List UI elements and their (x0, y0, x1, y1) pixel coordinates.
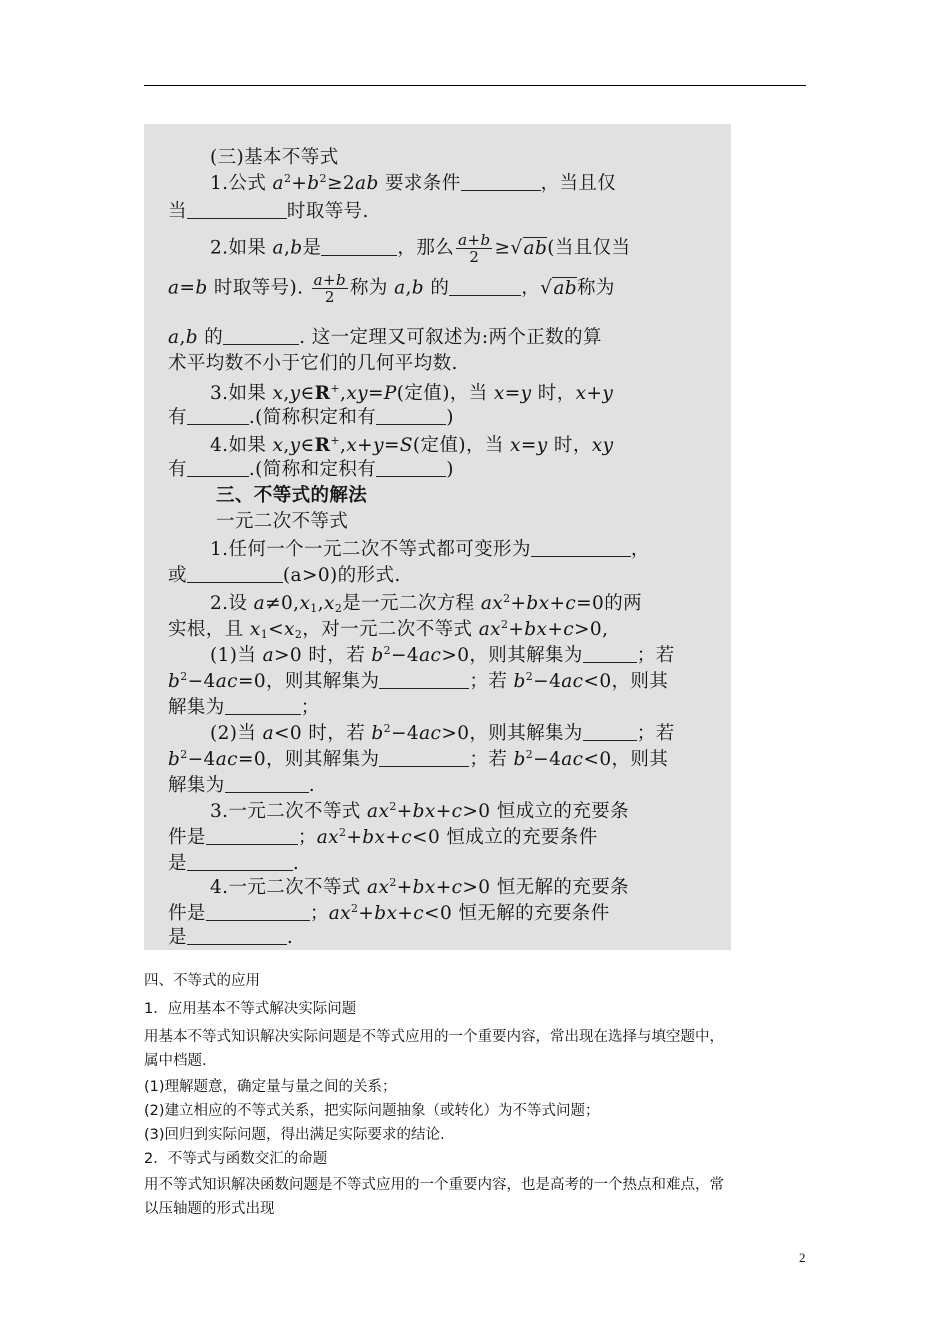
scan-line: $b^2-4ac=0$，则其解集为 ；若 $b^2-4ac<0$，则其 (168, 748, 669, 770)
scan-line: 实根，且 $x_1<x_2$，对一元二次不等式 $ax^2+bx+c>0$, (168, 618, 609, 641)
page-number: 2 (799, 1250, 806, 1265)
scan-line: (1)当 a>0 时，若 $b^2-4ac>0$，则其解集为 ；若 (210, 644, 675, 666)
scan-subheading: 一元二次不等式 (216, 511, 349, 532)
paragraph-line: 属中档题. (144, 1053, 207, 1069)
scan-line: (2)当 a<0 时，若 $b^2-4ac>0$，则其解集为 ；若 (210, 722, 675, 744)
scan-line: 或 (a>0)的形式. (168, 565, 401, 586)
scan-line: 有 .(简称和定积有 ) (168, 459, 454, 480)
scan-line: 1.公式 $a^2+b^2\ge 2ab$ 要求条件 ，当且仅 (210, 172, 617, 194)
scan-line: 3.一元二次不等式 $ax^2+bx+c>0$ 恒成立的充要条 (210, 800, 630, 822)
scan-line: 2.如果 a,b是 ，那么 $\frac{a+b}{2}$ ≥√ab(当且仅当 (210, 231, 631, 266)
subsection-heading: 2．不等式与函数交汇的命题 (144, 1151, 328, 1167)
subsection-heading: 1．应用基本不等式解决实际问题 (144, 1001, 357, 1017)
scan-line: 当 时取等号. (168, 201, 369, 222)
scan-line: 术平均数不小于它们的几何平均数. (168, 353, 458, 374)
scan-section-heading: 三、不等式的解法 (216, 485, 368, 506)
scan-line: 1.任何一个一元二次不等式都可变形为 ， (210, 539, 650, 560)
header-rule (144, 85, 806, 86)
scan-line: 3.如果 x,y∈R+,xy=P(定值)，当 x=y 时，x+y (210, 382, 614, 404)
scan-line: $b^2-4ac=0$，则其解集为 ；若 $b^2-4ac<0$，则其 (168, 670, 669, 692)
scan-line: a=b 时取等号). $\frac{a+b}{2}$ 称为 a,b 的 ，√ab称为 (168, 271, 615, 306)
scan-line: 件是 ；$ax^2+bx+c<0$ 恒成立的充要条件 (168, 826, 598, 848)
list-item: (1)理解题意，确定量与量之间的关系； (144, 1079, 397, 1095)
scan-line: a,b 的 . 这一定理又可叙述为:两个正数的算 (168, 327, 602, 348)
paragraph-line: 用基本不等式知识解决实际问题是不等式应用的一个重要内容，常出现在选择与填空题中， (144, 1029, 724, 1045)
scan-line: 是 . (168, 927, 294, 948)
scan-line: 4.一元二次不等式 $ax^2+bx+c>0$ 恒无解的充要条 (210, 876, 630, 898)
list-item: (2)建立相应的不等式关系，把实际问题抽象（或转化）为不等式问题； (144, 1103, 600, 1119)
section-heading: 四、不等式的应用 (144, 973, 260, 989)
paragraph-line: 以压轴题的形式出现 (144, 1201, 275, 1217)
list-item: (3)回归到实际问题，得出满足实际要求的结论. (144, 1127, 445, 1143)
scan-line: 是 . (168, 853, 300, 874)
scan-line: 有 .(简称积定和有 ) (168, 407, 454, 428)
scanned-textbook-image (144, 124, 731, 950)
scan-line: 2.设 $a\ne 0,x_1,x_2$是一元二次方程 $ax^2+bx+c=0$的两 (210, 592, 643, 615)
paragraph-line: 用不等式知识解决函数问题是不等式应用的一个重要内容，也是高考的一个热点和难点，常 (144, 1177, 724, 1193)
scan-line: 件是 ；$ax^2+bx+c<0$ 恒无解的充要条件 (168, 902, 610, 924)
scan-line: 解集为 ； (168, 697, 320, 718)
scan-line: 解集为 . (168, 775, 315, 796)
scan-line: 4.如果 x,y∈R+,x+y=S(定值)，当 x=y 时，xy (210, 434, 614, 456)
scan-title: (三)基本不等式 (210, 147, 339, 168)
